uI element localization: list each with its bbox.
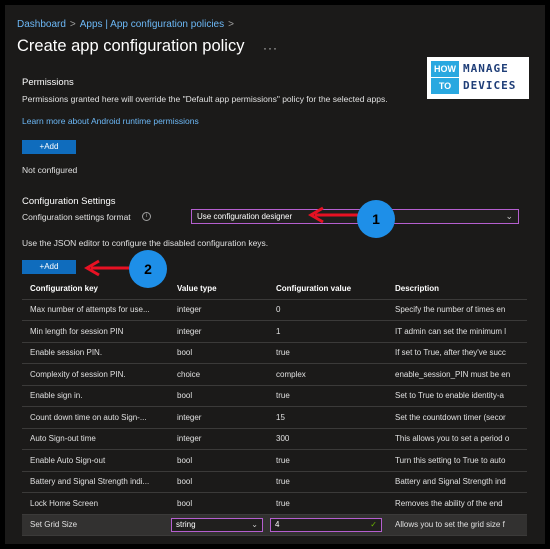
config-key-cell: Lock Home Screen xyxy=(22,493,169,515)
callout-badge-2: 2 xyxy=(129,250,167,288)
config-key-cell: Min length for session PIN xyxy=(22,321,169,343)
howtomanagedevices-logo xyxy=(427,57,529,99)
table-row[interactable] xyxy=(22,450,527,472)
config-value-input[interactable] xyxy=(270,518,382,532)
value-type-cell xyxy=(169,514,268,536)
logo-manage: MANAGE xyxy=(463,62,509,75)
table-row[interactable] xyxy=(22,407,527,429)
table-row[interactable] xyxy=(22,471,527,493)
description-cell: Turn this setting to True to auto xyxy=(387,450,527,472)
value-type-cell: integer xyxy=(169,407,268,429)
config-value-cell: true xyxy=(268,385,387,407)
description-cell: Allows you to set the grid size f xyxy=(387,514,527,536)
page-title: Create app configuration policy xyxy=(17,37,245,55)
permissions-description: Permissions granted here will override the "Default app permissions" policy for the selected apps. xyxy=(22,94,388,104)
logo-how: HOW xyxy=(431,61,459,77)
app-window xyxy=(5,5,545,544)
config-value-cell: 1 xyxy=(268,321,387,343)
red-arrow-icon xyxy=(81,259,135,277)
permissions-add-button[interactable]: +Add xyxy=(22,140,76,154)
config-key-cell: Enable Auto Sign-out xyxy=(22,450,169,472)
breadcrumb xyxy=(17,19,238,30)
description-cell: enable_session_PIN must be en xyxy=(387,364,527,386)
config-value-cell: complex xyxy=(268,364,387,386)
description-cell: Set to True to enable identity-a xyxy=(387,385,527,407)
value-type-cell: bool xyxy=(169,493,268,515)
logo-devices: DEVICES xyxy=(463,79,517,92)
chevron-down-icon: ⌄ xyxy=(251,519,258,529)
config-key-cell: Battery and Signal Strength indi... xyxy=(22,471,169,493)
breadcrumb-app-config-policies[interactable]: Apps | App configuration policies xyxy=(79,19,225,30)
value-type-cell: integer xyxy=(169,428,268,450)
description-cell: If set to True, after they've succ xyxy=(387,342,527,364)
column-header-value-type: Value type xyxy=(169,279,268,299)
config-format-label: Configuration settings format xyxy=(22,212,131,222)
info-icon[interactable]: i xyxy=(142,212,151,221)
red-arrow-icon xyxy=(305,206,365,224)
description-cell: IT admin can set the minimum l xyxy=(387,321,527,343)
table-row[interactable] xyxy=(22,428,527,450)
checkmark-icon: ✓ xyxy=(370,519,377,529)
description-cell: Removes the ability of the end xyxy=(387,493,527,515)
value-type-cell: bool xyxy=(169,450,268,472)
table-row[interactable] xyxy=(22,342,527,364)
configuration-table xyxy=(22,279,527,536)
config-key-cell: Enable sign in. xyxy=(22,385,169,407)
config-key-cell: Enable session PIN. xyxy=(22,342,169,364)
description-cell: Set the countdown timer (secor xyxy=(387,407,527,429)
config-value-cell: 300 xyxy=(268,428,387,450)
value-type-cell: bool xyxy=(169,385,268,407)
config-key-cell: Set Grid Size xyxy=(22,514,169,536)
permissions-heading: Permissions xyxy=(22,77,74,88)
learn-more-link[interactable]: Learn more about Android runtime permissions xyxy=(22,116,199,126)
config-value-cell: 0 xyxy=(268,299,387,321)
value-type-cell: integer xyxy=(169,299,268,321)
description-cell: This allows you to set a period o xyxy=(387,428,527,450)
config-value-text: 4 xyxy=(275,519,280,529)
json-editor-note: Use the JSON editor to configure the disabled configuration keys. xyxy=(22,238,269,248)
breadcrumb-dashboard[interactable]: Dashboard xyxy=(17,19,66,30)
more-options-icon[interactable]: ··· xyxy=(263,41,278,55)
table-row[interactable] xyxy=(22,385,527,407)
configuration-add-button[interactable]: +Add xyxy=(22,260,76,274)
value-type-cell: bool xyxy=(169,342,268,364)
logo-to: TO xyxy=(431,78,459,94)
description-cell: Specify the number of times en xyxy=(387,299,527,321)
value-type-selected: string xyxy=(176,519,196,529)
configuration-heading: Configuration Settings xyxy=(22,196,116,207)
config-key-cell: Max number of attempts for use... xyxy=(22,299,169,321)
permissions-status: Not configured xyxy=(22,165,78,175)
table-row[interactable] xyxy=(22,299,527,321)
config-value-cell: true xyxy=(268,471,387,493)
config-value-cell: true xyxy=(268,342,387,364)
config-format-value: Use configuration designer xyxy=(197,212,293,221)
table-row-editing[interactable] xyxy=(22,514,527,536)
table-row[interactable] xyxy=(22,321,527,343)
callout-badge-1: 1 xyxy=(357,200,395,238)
config-value-cell xyxy=(268,514,387,536)
table-header-row xyxy=(22,279,527,299)
config-value-cell: 15 xyxy=(268,407,387,429)
config-value-cell: true xyxy=(268,450,387,472)
chevron-right-icon: > xyxy=(69,19,76,30)
config-key-cell: Complexity of session PIN. xyxy=(22,364,169,386)
value-type-cell: choice xyxy=(169,364,268,386)
config-key-cell: Auto Sign-out time xyxy=(22,428,169,450)
table-row[interactable] xyxy=(22,364,527,386)
description-cell: Battery and Signal Strength ind xyxy=(387,471,527,493)
value-type-cell: integer xyxy=(169,321,268,343)
chevron-down-icon: ⌄ xyxy=(505,211,513,221)
column-header-configuration-key: Configuration key xyxy=(22,279,169,299)
table-row[interactable] xyxy=(22,493,527,515)
column-header-description: Description xyxy=(387,279,527,299)
chevron-right-icon: > xyxy=(228,19,234,30)
value-type-cell: bool xyxy=(169,471,268,493)
column-header-configuration-value: Configuration value xyxy=(268,279,387,299)
config-value-cell: true xyxy=(268,493,387,515)
value-type-dropdown[interactable] xyxy=(171,518,263,532)
config-key-cell: Count down time on auto Sign-... xyxy=(22,407,169,429)
